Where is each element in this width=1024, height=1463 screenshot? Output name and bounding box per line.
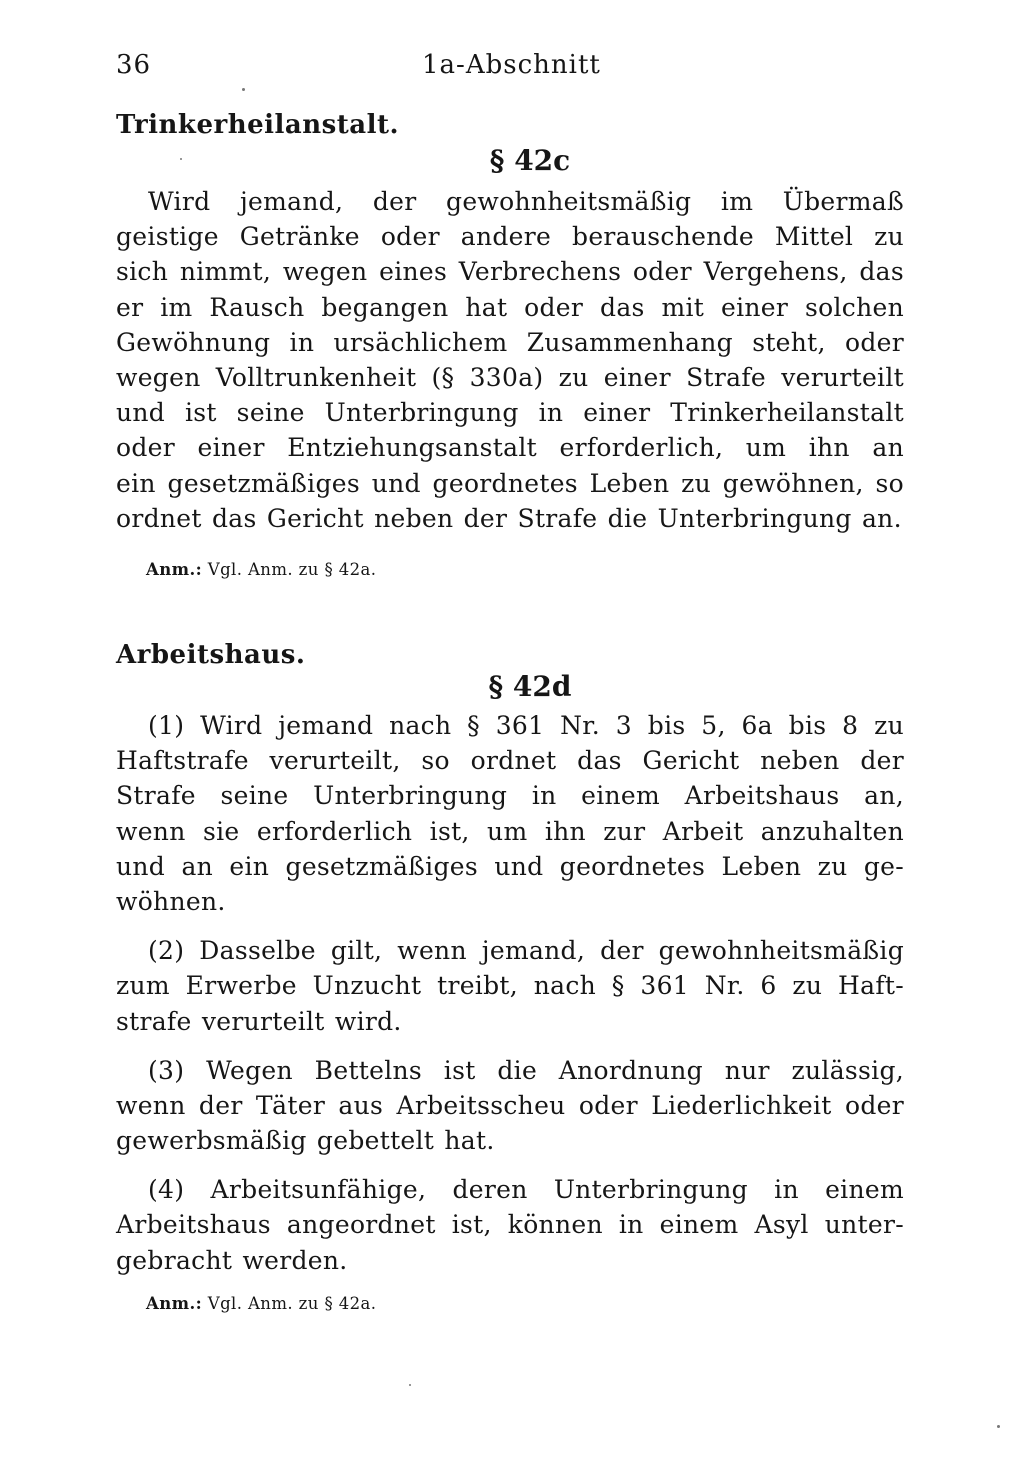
text-line: (4) Arbeitsunfähige, deren Unterbringung in einem [148, 1175, 904, 1205]
note-text: Vgl. Anm. zu § 42a. [207, 1294, 377, 1313]
text-line: wenn sie erforderlich ist, um ihn zur Arbeit anzuhalten [116, 816, 904, 846]
text-line: sich nimmt, wegen eines Verbrechens oder Vergehens, das [116, 257, 904, 287]
text-line: ein gesetzmäßiges und geordnetes Leben zu gewöhnen, so [116, 468, 904, 498]
section-symbol-42d: § 42d [488, 670, 572, 703]
running-head [116, 50, 904, 90]
text-line: Arbeitshaus angeordnet ist, können in einem Asyl unter- [116, 1210, 904, 1240]
text-line: und ist seine Unterbringung in einer Trinkerheilanstalt [116, 398, 904, 428]
section-42c-body [116, 184, 904, 536]
text-line: oder einer Entziehungsanstalt erforderlich, um ihn an [116, 433, 904, 463]
text-line: Strafe seine Unterbringung in einem Arbeitshaus an, [116, 781, 904, 811]
text-line: wegen Volltrunkenheit (§ 330a) zu einer Strafe verurteilt [116, 362, 904, 392]
note-42d [146, 1294, 376, 1313]
side-heading-arbeitshaus: Arbeitshaus. [116, 640, 306, 670]
text-line: wöhnen. [116, 886, 226, 916]
paragraph-1 [116, 708, 904, 919]
section-42d-body [116, 708, 904, 1278]
note-text: Vgl. Anm. zu § 42a. [207, 560, 377, 579]
text-line: gebracht werden. [116, 1245, 348, 1275]
side-heading-trinkerheilanstalt: Trinkerheilanstalt. [116, 110, 400, 140]
text-line: (3) Wegen Bettelns ist die Anordnung nur zulässig, [148, 1055, 904, 1085]
text-line: Haftstrafe verurteilt, so ordnet das Gericht neben der [116, 746, 904, 776]
text-line: Gewöhnung in ursächlichem Zusammenhang steht, oder [116, 327, 904, 357]
note-label: Anm.: [146, 1294, 203, 1313]
scan-speck [242, 88, 245, 91]
text-line: wenn der Täter aus Arbeitsscheu oder Liederlichkeit oder [116, 1090, 904, 1120]
text-line: er im Rausch begangen hat oder das mit einer solchen [116, 292, 904, 322]
text-line: und an ein gesetzmäßiges und geordnetes Leben zu ge- [116, 851, 904, 881]
paragraph-2 [116, 933, 904, 1039]
scan-speck [180, 158, 182, 160]
text-line: (1) Wird jemand nach § 361 Nr. 3 bis 5, 6a bis 8 zu [148, 711, 904, 740]
text-line: geistige Getränke oder andere berauschende Mittel zu [116, 222, 904, 252]
book-page [116, 0, 904, 1463]
text-line: (2) Dasselbe gilt, wenn jemand, der gewohnheitsmäßig [148, 936, 904, 966]
page-number: 36 [116, 50, 152, 80]
text-line: gewerbsmäßig gebettelt hat. [116, 1126, 495, 1156]
scan-speck [409, 1384, 411, 1386]
text-line: Wird jemand, der gewohnheitsmäßig im Übermaß [148, 187, 904, 216]
text-line: ordnet das Gericht neben der Strafe die Unterbringung an. [116, 503, 902, 533]
chapter-title: 1a-Abschnitt [422, 50, 601, 80]
paragraph-3 [116, 1053, 904, 1159]
scan-speck [997, 1425, 1000, 1428]
note-label: Anm.: [146, 560, 203, 579]
note-42c [146, 560, 376, 579]
text-line: strafe verurteilt wird. [116, 1006, 402, 1036]
paragraph-4 [116, 1172, 904, 1278]
section-symbol-42c: § 42c [489, 144, 571, 177]
text-line: zum Erwerbe Unzucht treibt, nach § 361 Nr. 6 zu Haft- [116, 971, 904, 1001]
